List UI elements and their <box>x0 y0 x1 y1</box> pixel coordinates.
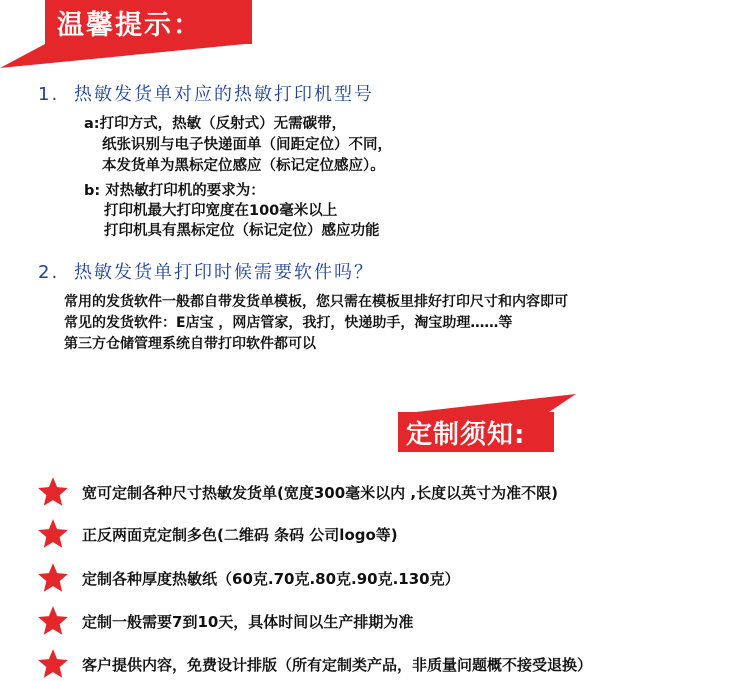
section2-title: 热敏发货单打印时候需要软件吗？ <box>74 262 374 283</box>
section1-title: 热敏发货单对应的热敏打印机型号 <box>74 84 374 105</box>
custom-item <box>36 561 460 595</box>
custom-item-text: 定制各种厚度热敏纸（60克.70克.80克.90克.130克） <box>82 569 460 588</box>
section1-line-a3: 本发货单为黑标定位感应（标记定位感应）。 <box>102 158 385 174</box>
star-icon <box>36 561 70 595</box>
warm-tips-banner <box>45 0 252 44</box>
custom-item-text: 客户提供内容，免费设计排版（所有定制类产品，非质量问题概不接受退换） <box>82 655 593 674</box>
section1-line-a1: a:打印方式，热敏（反射式）无需碳带， <box>84 116 347 132</box>
section2-line-1: 常用的发货软件一般都自带发货单模板，您只需在模板里排好打印尺寸和内容即可 <box>64 294 568 310</box>
star-icon <box>36 517 70 551</box>
custom-item-text: 正反两面克定制多色(二维码 条码 公司logo等) <box>82 525 398 544</box>
section1-line-a2: 纸张识别与电子快递面单（间距定位）不同， <box>102 137 392 153</box>
section2-number: 2. <box>38 262 60 283</box>
custom-item <box>36 604 413 638</box>
custom-item-text: 定制一般需要7到10天，具体时间以生产排期为准 <box>82 612 414 631</box>
custom-item <box>36 475 558 509</box>
section1-line-b1: b: 对热敏打印机的要求为： <box>84 183 265 199</box>
star-icon <box>36 475 70 509</box>
warm-tips-title: 温馨提示： <box>57 9 202 41</box>
section2-line-2: 常见的发货软件：E店宝 ，网店管家，我打，快递助手，淘宝助理……等 <box>64 315 513 331</box>
custom-item <box>36 517 398 551</box>
section1-line-b2: 打印机最大打印宽度在100毫米以上 <box>104 203 338 219</box>
section2-heading <box>38 258 374 284</box>
section1-number: 1. <box>38 84 60 105</box>
star-icon <box>36 604 70 638</box>
custom-notice-banner <box>398 412 554 452</box>
section2-line-3: 第三方仓储管理系统自带打印软件都可以 <box>64 336 316 352</box>
custom-notice-title: 定制须知: <box>406 419 526 450</box>
section1-heading <box>38 80 374 106</box>
custom-item-text: 宽可定制各种尺寸热敏发货单(宽度300毫米以内 ,长度以英寸为准不限) <box>82 483 558 502</box>
section1-line-b3: 打印机具有黑标定位（标记定位）感应功能 <box>104 223 380 239</box>
